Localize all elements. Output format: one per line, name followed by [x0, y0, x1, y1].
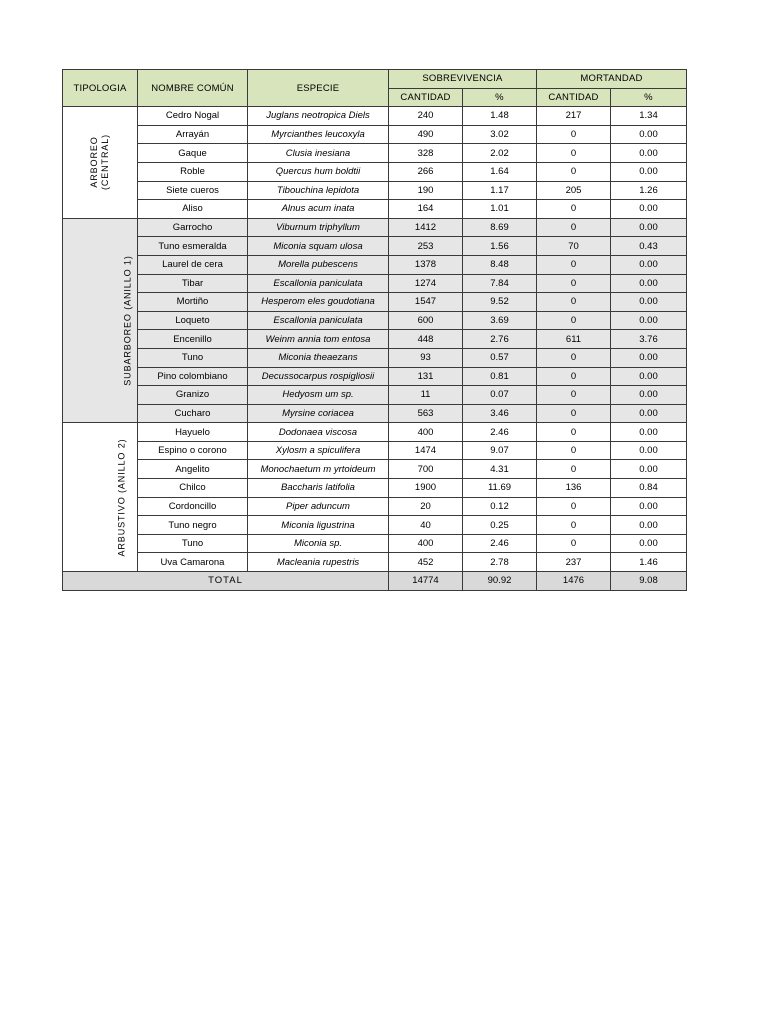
group-label — [117, 438, 128, 556]
sobrevivencia-pct-cell: 7.84 — [463, 274, 537, 293]
header-tipologia: TIPOLOGIA — [63, 70, 138, 107]
especie-cell: Myrcianthes leucoxyla — [248, 125, 389, 144]
mortandad-cantidad-cell: 0 — [537, 386, 611, 405]
nombre-comun-cell: Gaque — [138, 144, 248, 163]
mortandad-cantidad-cell: 0 — [537, 516, 611, 535]
mortandad-pct-cell: 0.00 — [611, 255, 687, 274]
sobrevivencia-cantidad-cell: 600 — [389, 311, 463, 330]
sobrevivencia-pct-cell: 3.02 — [463, 125, 537, 144]
species-table — [62, 69, 687, 591]
sobrevivencia-pct-cell: 0.57 — [463, 348, 537, 367]
sobrevivencia-pct-cell: 3.46 — [463, 404, 537, 423]
group-label — [89, 134, 111, 190]
especie-cell: Clusia inesiana — [248, 144, 389, 163]
group-label — [123, 255, 134, 385]
sobrevivencia-cantidad-cell: 190 — [389, 181, 463, 200]
mortandad-pct-cell: 0.00 — [611, 348, 687, 367]
table-row — [63, 293, 687, 312]
table-row — [63, 460, 687, 479]
mortandad-pct-cell: 0.84 — [611, 479, 687, 498]
header-mortandad-cantidad: CANTIDAD — [537, 88, 611, 107]
group-label-line1: ARBOREO — [88, 136, 99, 189]
table-row — [63, 311, 687, 330]
sobrevivencia-cantidad-cell: 20 — [389, 497, 463, 516]
mortandad-pct-cell: 0.00 — [611, 386, 687, 405]
sobrevivencia-pct-cell: 1.56 — [463, 237, 537, 256]
header-nombre-comun: NOMBRE COMÚN — [138, 70, 248, 107]
especie-cell: Miconia sp. — [248, 534, 389, 553]
especie-cell: Myrsine coriacea — [248, 404, 389, 423]
mortandad-cantidad-cell: 70 — [537, 237, 611, 256]
nombre-comun-cell: Cedro Nogal — [138, 107, 248, 126]
mortandad-pct-cell: 1.46 — [611, 553, 687, 572]
especie-cell: Escallonia paniculata — [248, 274, 389, 293]
mortandad-pct-cell: 0.00 — [611, 423, 687, 442]
nombre-comun-cell: Hayuelo — [138, 423, 248, 442]
especie-cell: Decussocarpus rospigliosii — [248, 367, 389, 386]
sobrevivencia-pct-cell: 1.01 — [463, 200, 537, 219]
mortandad-cantidad-cell: 0 — [537, 311, 611, 330]
especie-cell: Quercus hum boldtii — [248, 162, 389, 181]
sobrevivencia-cantidad-cell: 1547 — [389, 293, 463, 312]
sobrevivencia-pct-cell: 8.48 — [463, 255, 537, 274]
sobrevivencia-cantidad-cell: 253 — [389, 237, 463, 256]
mortandad-cantidad-cell: 611 — [537, 330, 611, 349]
nombre-comun-cell: Loqueto — [138, 311, 248, 330]
sobrevivencia-pct-cell: 2.76 — [463, 330, 537, 349]
table-row — [63, 330, 687, 349]
total-sobrevivencia-cantidad: 14774 — [389, 572, 463, 591]
sobrevivencia-cantidad-cell: 164 — [389, 200, 463, 219]
table-row — [63, 348, 687, 367]
nombre-comun-cell: Cordoncillo — [138, 497, 248, 516]
sobrevivencia-pct-cell: 1.64 — [463, 162, 537, 181]
sobrevivencia-pct-cell: 2.02 — [463, 144, 537, 163]
nombre-comun-cell: Tuno — [138, 534, 248, 553]
mortandad-cantidad-cell: 0 — [537, 404, 611, 423]
mortandad-pct-cell: 0.00 — [611, 200, 687, 219]
mortandad-pct-cell: 1.26 — [611, 181, 687, 200]
mortandad-cantidad-cell: 205 — [537, 181, 611, 200]
sobrevivencia-cantidad-cell: 1274 — [389, 274, 463, 293]
sobrevivencia-pct-cell: 2.78 — [463, 553, 537, 572]
especie-cell: Monochaetum m yrtoideum — [248, 460, 389, 479]
group-label-cell — [63, 218, 138, 423]
especie-cell: Macleania rupestris — [248, 553, 389, 572]
sobrevivencia-pct-cell: 4.31 — [463, 460, 537, 479]
table-row — [63, 441, 687, 460]
nombre-comun-cell: Tuno negro — [138, 516, 248, 535]
nombre-comun-cell: Chilco — [138, 479, 248, 498]
mortandad-pct-cell: 0.43 — [611, 237, 687, 256]
especie-cell: Escallonia paniculata — [248, 311, 389, 330]
header-mortandad: MORTANDAD — [537, 70, 687, 89]
sobrevivencia-cantidad-cell: 563 — [389, 404, 463, 423]
especie-cell: Piper aduncum — [248, 497, 389, 516]
header-especie: ESPECIE — [248, 70, 389, 107]
mortandad-pct-cell: 0.00 — [611, 516, 687, 535]
sobrevivencia-cantidad-cell: 490 — [389, 125, 463, 144]
nombre-comun-cell: Cucharo — [138, 404, 248, 423]
nombre-comun-cell: Encenillo — [138, 330, 248, 349]
table-row — [63, 367, 687, 386]
table-row — [63, 255, 687, 274]
total-mortandad-pct: 9.08 — [611, 572, 687, 591]
mortandad-cantidad-cell: 0 — [537, 218, 611, 237]
sobrevivencia-cantidad-cell: 700 — [389, 460, 463, 479]
mortandad-cantidad-cell: 0 — [537, 274, 611, 293]
nombre-comun-cell: Arrayán — [138, 125, 248, 144]
table-row — [63, 107, 687, 126]
nombre-comun-cell: Tuno — [138, 348, 248, 367]
mortandad-cantidad-cell: 237 — [537, 553, 611, 572]
sobrevivencia-cantidad-cell: 448 — [389, 330, 463, 349]
group-label-line1: SUBARBOREO (ANILLO 1) — [122, 255, 133, 386]
sobrevivencia-pct-cell: 0.07 — [463, 386, 537, 405]
group-label-line2: (CENTRAL) — [99, 134, 110, 191]
especie-cell: Juglans neotropica Diels — [248, 107, 389, 126]
mortandad-cantidad-cell: 0 — [537, 423, 611, 442]
sobrevivencia-pct-cell: 0.81 — [463, 367, 537, 386]
table-row — [63, 497, 687, 516]
mortandad-cantidad-cell: 217 — [537, 107, 611, 126]
mortandad-cantidad-cell: 0 — [537, 497, 611, 516]
mortandad-cantidad-cell: 0 — [537, 367, 611, 386]
mortandad-pct-cell: 0.00 — [611, 441, 687, 460]
nombre-comun-cell: Siete cueros — [138, 181, 248, 200]
header-sobrevivencia-pct: % — [463, 88, 537, 107]
sobrevivencia-cantidad-cell: 1378 — [389, 255, 463, 274]
table-row — [63, 200, 687, 219]
nombre-comun-cell: Uva Camarona — [138, 553, 248, 572]
mortandad-cantidad-cell: 0 — [537, 125, 611, 144]
especie-cell: Miconia squam ulosa — [248, 237, 389, 256]
nombre-comun-cell: Espino o corono — [138, 441, 248, 460]
nombre-comun-cell: Tuno esmeralda — [138, 237, 248, 256]
mortandad-pct-cell: 0.00 — [611, 404, 687, 423]
nombre-comun-cell: Aliso — [138, 200, 248, 219]
especie-cell: Hedyosm um sp. — [248, 386, 389, 405]
mortandad-pct-cell: 0.00 — [611, 460, 687, 479]
table-row — [63, 274, 687, 293]
sobrevivencia-cantidad-cell: 452 — [389, 553, 463, 572]
mortandad-cantidad-cell: 0 — [537, 460, 611, 479]
nombre-comun-cell: Tibar — [138, 274, 248, 293]
header-sobrevivencia: SOBREVIVENCIA — [389, 70, 537, 89]
table-row — [63, 162, 687, 181]
table-row — [63, 404, 687, 423]
especie-cell: Tibouchina lepidota — [248, 181, 389, 200]
sobrevivencia-cantidad-cell: 11 — [389, 386, 463, 405]
especie-cell: Morella pubescens — [248, 255, 389, 274]
especie-cell: Xylosm a spiculifera — [248, 441, 389, 460]
mortandad-pct-cell: 0.00 — [611, 218, 687, 237]
table-row — [63, 534, 687, 553]
header-sobrevivencia-cantidad: CANTIDAD — [389, 88, 463, 107]
nombre-comun-cell: Garrocho — [138, 218, 248, 237]
group-label-line1: ARBUSTIVO (ANILLO 2) — [116, 438, 127, 557]
sobrevivencia-cantidad-cell: 328 — [389, 144, 463, 163]
nombre-comun-cell: Mortiño — [138, 293, 248, 312]
mortandad-cantidad-cell: 136 — [537, 479, 611, 498]
mortandad-pct-cell: 0.00 — [611, 144, 687, 163]
table-row — [63, 479, 687, 498]
sobrevivencia-pct-cell: 0.25 — [463, 516, 537, 535]
mortandad-pct-cell: 0.00 — [611, 125, 687, 144]
especie-cell: Miconia ligustrina — [248, 516, 389, 535]
mortandad-pct-cell: 1.34 — [611, 107, 687, 126]
table-row — [63, 423, 687, 442]
sobrevivencia-cantidad-cell: 40 — [389, 516, 463, 535]
especie-cell: Weinm annia tom entosa — [248, 330, 389, 349]
group-label-cell — [63, 107, 138, 219]
total-mortandad-cantidad: 1476 — [537, 572, 611, 591]
sobrevivencia-pct-cell: 1.17 — [463, 181, 537, 200]
mortandad-pct-cell: 0.00 — [611, 274, 687, 293]
sobrevivencia-pct-cell: 8.69 — [463, 218, 537, 237]
especie-cell: Baccharis latifolia — [248, 479, 389, 498]
mortandad-cantidad-cell: 0 — [537, 255, 611, 274]
especie-cell: Hesperom eles goudotiana — [248, 293, 389, 312]
mortandad-cantidad-cell: 0 — [537, 144, 611, 163]
mortandad-pct-cell: 3.76 — [611, 330, 687, 349]
table-header — [63, 70, 687, 107]
group-label-cell — [63, 423, 138, 572]
table-body — [63, 107, 687, 572]
mortandad-pct-cell: 0.00 — [611, 497, 687, 516]
table-row — [63, 237, 687, 256]
mortandad-pct-cell: 0.00 — [611, 311, 687, 330]
table-row — [63, 386, 687, 405]
sobrevivencia-cantidad-cell: 1900 — [389, 479, 463, 498]
sobrevivencia-pct-cell: 0.12 — [463, 497, 537, 516]
especie-cell: Alnus acum inata — [248, 200, 389, 219]
table-row — [63, 218, 687, 237]
total-label: TOTAL — [63, 572, 389, 591]
mortandad-pct-cell: 0.00 — [611, 367, 687, 386]
especie-cell: Dodonaea viscosa — [248, 423, 389, 442]
header-mortandad-pct: % — [611, 88, 687, 107]
mortandad-pct-cell: 0.00 — [611, 162, 687, 181]
sobrevivencia-cantidad-cell: 266 — [389, 162, 463, 181]
mortandad-cantidad-cell: 0 — [537, 200, 611, 219]
table-row — [63, 144, 687, 163]
mortandad-cantidad-cell: 0 — [537, 293, 611, 312]
sobrevivencia-pct-cell: 2.46 — [463, 534, 537, 553]
table-row — [63, 125, 687, 144]
mortandad-cantidad-cell: 0 — [537, 534, 611, 553]
table-row — [63, 516, 687, 535]
mortandad-pct-cell: 0.00 — [611, 534, 687, 553]
mortandad-cantidad-cell: 0 — [537, 162, 611, 181]
sobrevivencia-pct-cell: 11.69 — [463, 479, 537, 498]
table-row — [63, 553, 687, 572]
nombre-comun-cell: Angelito — [138, 460, 248, 479]
sobrevivencia-cantidad-cell: 240 — [389, 107, 463, 126]
especie-cell: Viburnum triphyllum — [248, 218, 389, 237]
mortandad-cantidad-cell: 0 — [537, 348, 611, 367]
nombre-comun-cell: Roble — [138, 162, 248, 181]
table-row — [63, 181, 687, 200]
sobrevivencia-pct-cell: 2.46 — [463, 423, 537, 442]
nombre-comun-cell: Granizo — [138, 386, 248, 405]
sobrevivencia-pct-cell: 1.48 — [463, 107, 537, 126]
mortandad-cantidad-cell: 0 — [537, 441, 611, 460]
sobrevivencia-cantidad-cell: 400 — [389, 423, 463, 442]
nombre-comun-cell: Laurel de cera — [138, 255, 248, 274]
sobrevivencia-cantidad-cell: 131 — [389, 367, 463, 386]
total-row — [63, 572, 687, 591]
especie-cell: Miconia theaezans — [248, 348, 389, 367]
mortandad-pct-cell: 0.00 — [611, 293, 687, 312]
sobrevivencia-cantidad-cell: 1474 — [389, 441, 463, 460]
total-sobrevivencia-pct: 90.92 — [463, 572, 537, 591]
sobrevivencia-pct-cell: 9.52 — [463, 293, 537, 312]
sobrevivencia-cantidad-cell: 400 — [389, 534, 463, 553]
sobrevivencia-cantidad-cell: 93 — [389, 348, 463, 367]
sobrevivencia-pct-cell: 3.69 — [463, 311, 537, 330]
sobrevivencia-pct-cell: 9.07 — [463, 441, 537, 460]
sobrevivencia-cantidad-cell: 1412 — [389, 218, 463, 237]
nombre-comun-cell: Pino colombiano — [138, 367, 248, 386]
